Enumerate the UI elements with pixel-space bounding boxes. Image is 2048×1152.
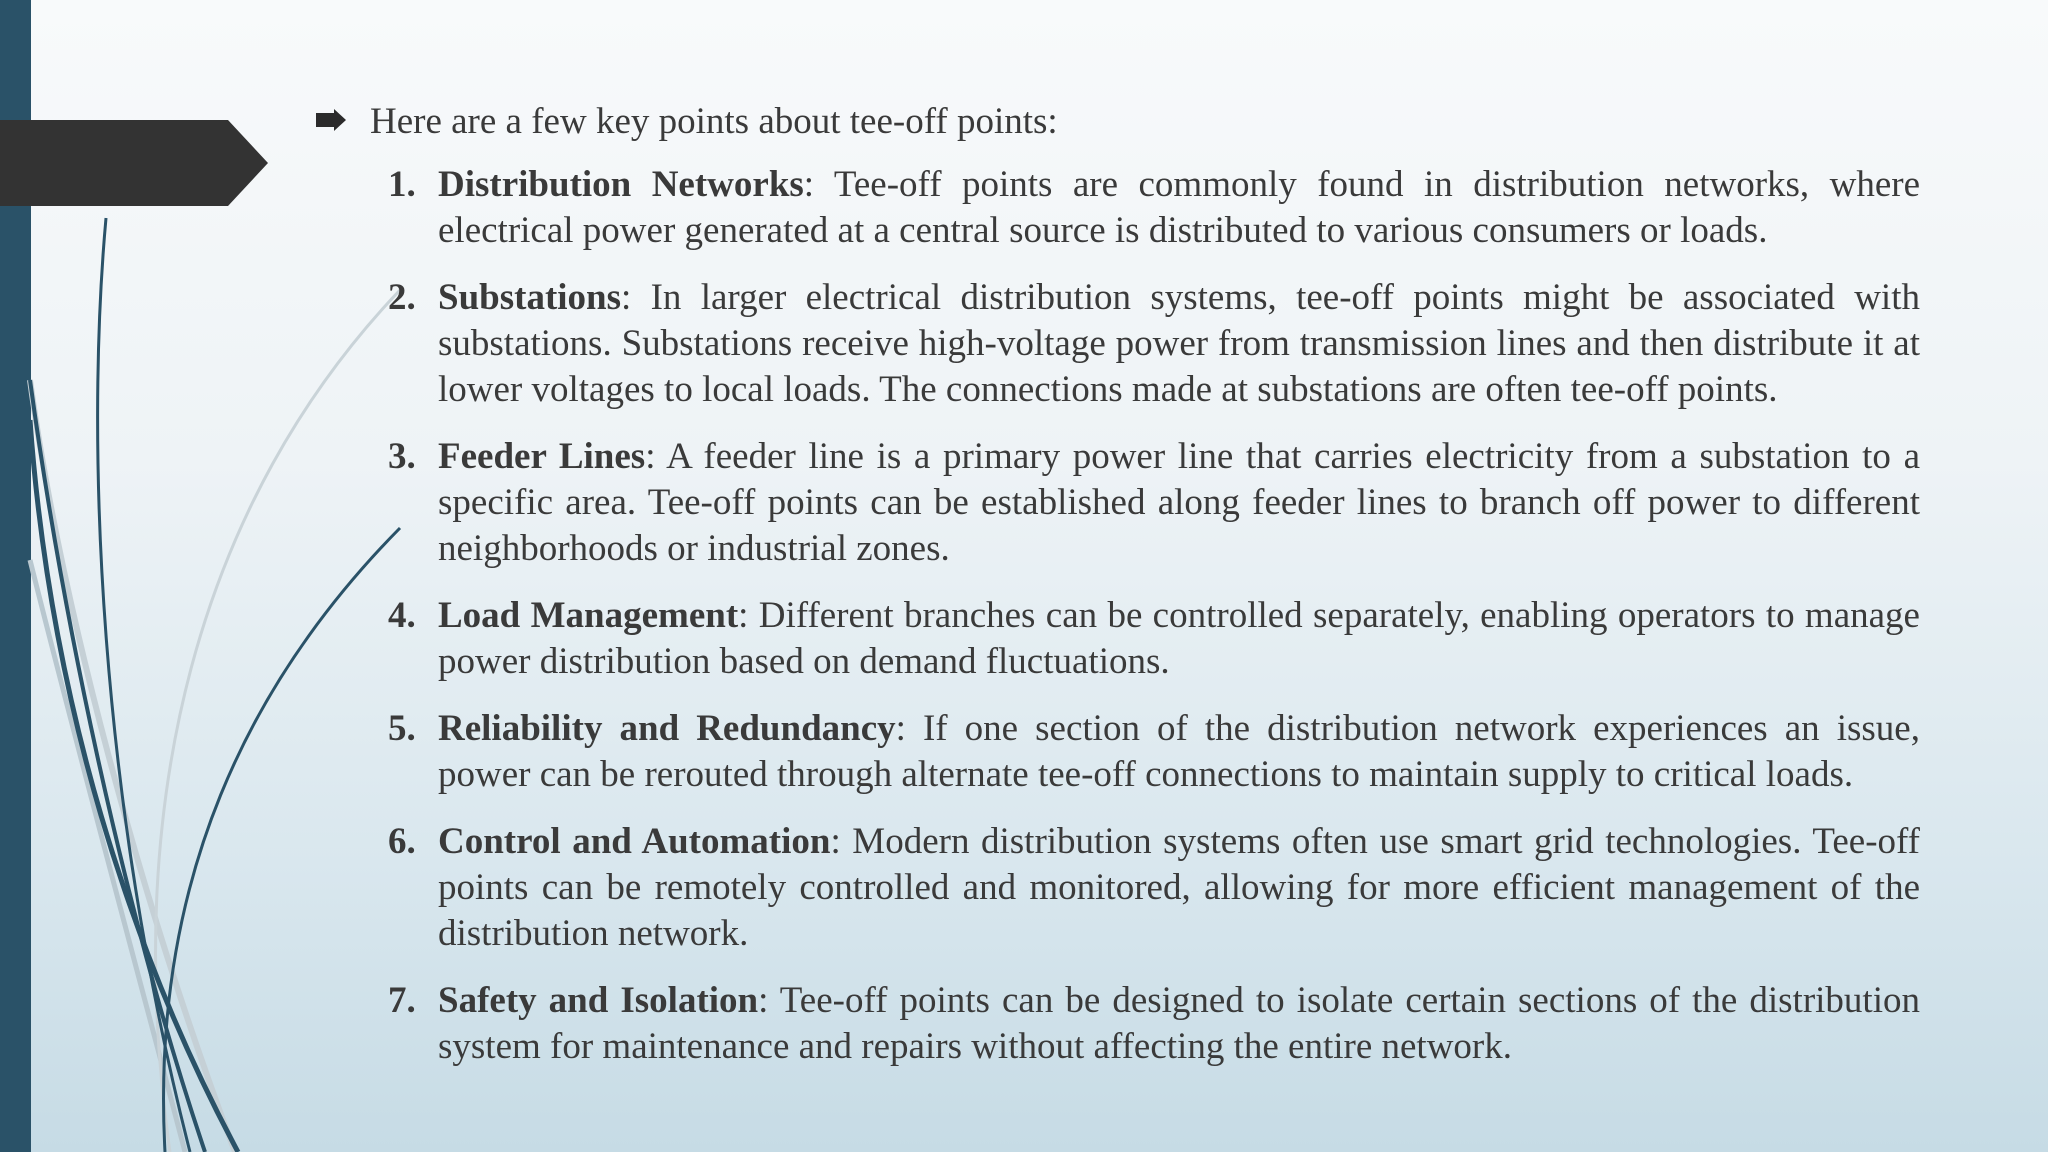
item-term: Distribution Networks — [438, 164, 804, 205]
arrow-bullet-icon — [316, 109, 346, 131]
intro-text: Here are a few key points about tee-off points: — [370, 101, 1058, 142]
title-tab-arrow — [0, 120, 268, 206]
item-term: Safety and Isolation — [438, 980, 759, 1021]
intro-bullet — [316, 96, 1920, 148]
item-term: Reliability and Redundancy — [438, 708, 896, 749]
item-text: : If one section of the distribution network experiences an issue, power can be rerouted through alternate tee-off connections to maintain supply to critical loads. — [438, 708, 1920, 795]
list-item — [316, 706, 1920, 798]
item-text: : In larger electrical distribution systems, tee-off points might be associated with substations. Substations receive high-voltage power from transmission lines and then distribute it at lower voltages to local loads. The connections made at substations are often tee-off points. — [438, 277, 1920, 410]
item-number: 1. — [388, 164, 416, 205]
item-text: : Tee-off points can be designed to isolate certain sections of the distribution system for maintenance and repairs without affecting the entire network. — [438, 980, 1920, 1067]
list-item — [316, 434, 1920, 572]
slide-content — [316, 96, 1920, 1091]
list-item — [316, 162, 1920, 254]
list-item — [316, 819, 1920, 957]
item-number: 5. — [388, 708, 416, 749]
list-item — [316, 275, 1920, 413]
item-number: 7. — [388, 980, 416, 1021]
list-item — [316, 978, 1920, 1070]
item-text: : Modern distribution systems often use smart grid technologies. Tee-off points can be remotely controlled and monitored, allowing for more efficient management of the distribution network. — [438, 821, 1920, 954]
item-term: Control and Automation — [438, 821, 831, 862]
item-term: Substations — [438, 277, 622, 318]
list-item — [316, 593, 1920, 685]
item-text: : A feeder line is a primary power line that carries electricity from a substation to a specific area. Tee-off points can be established along feeder lines to branch off power to different neighborhoods or industrial zones. — [438, 436, 1920, 569]
item-number: 4. — [388, 595, 416, 636]
item-term: Load Management — [438, 595, 739, 636]
item-number: 6. — [388, 821, 416, 862]
item-term: Feeder Lines — [438, 436, 646, 477]
item-text: : Tee-off points are commonly found in distribution networks, where electrical power generated at a central source is distributed to various consumers or loads. — [438, 164, 1921, 251]
item-number: 2. — [388, 277, 416, 318]
key-points-list — [316, 162, 1920, 1070]
item-number: 3. — [388, 436, 416, 477]
item-text: : Different branches can be controlled separately, enabling operators to manage power distribution based on demand fluctuations. — [438, 595, 1920, 682]
